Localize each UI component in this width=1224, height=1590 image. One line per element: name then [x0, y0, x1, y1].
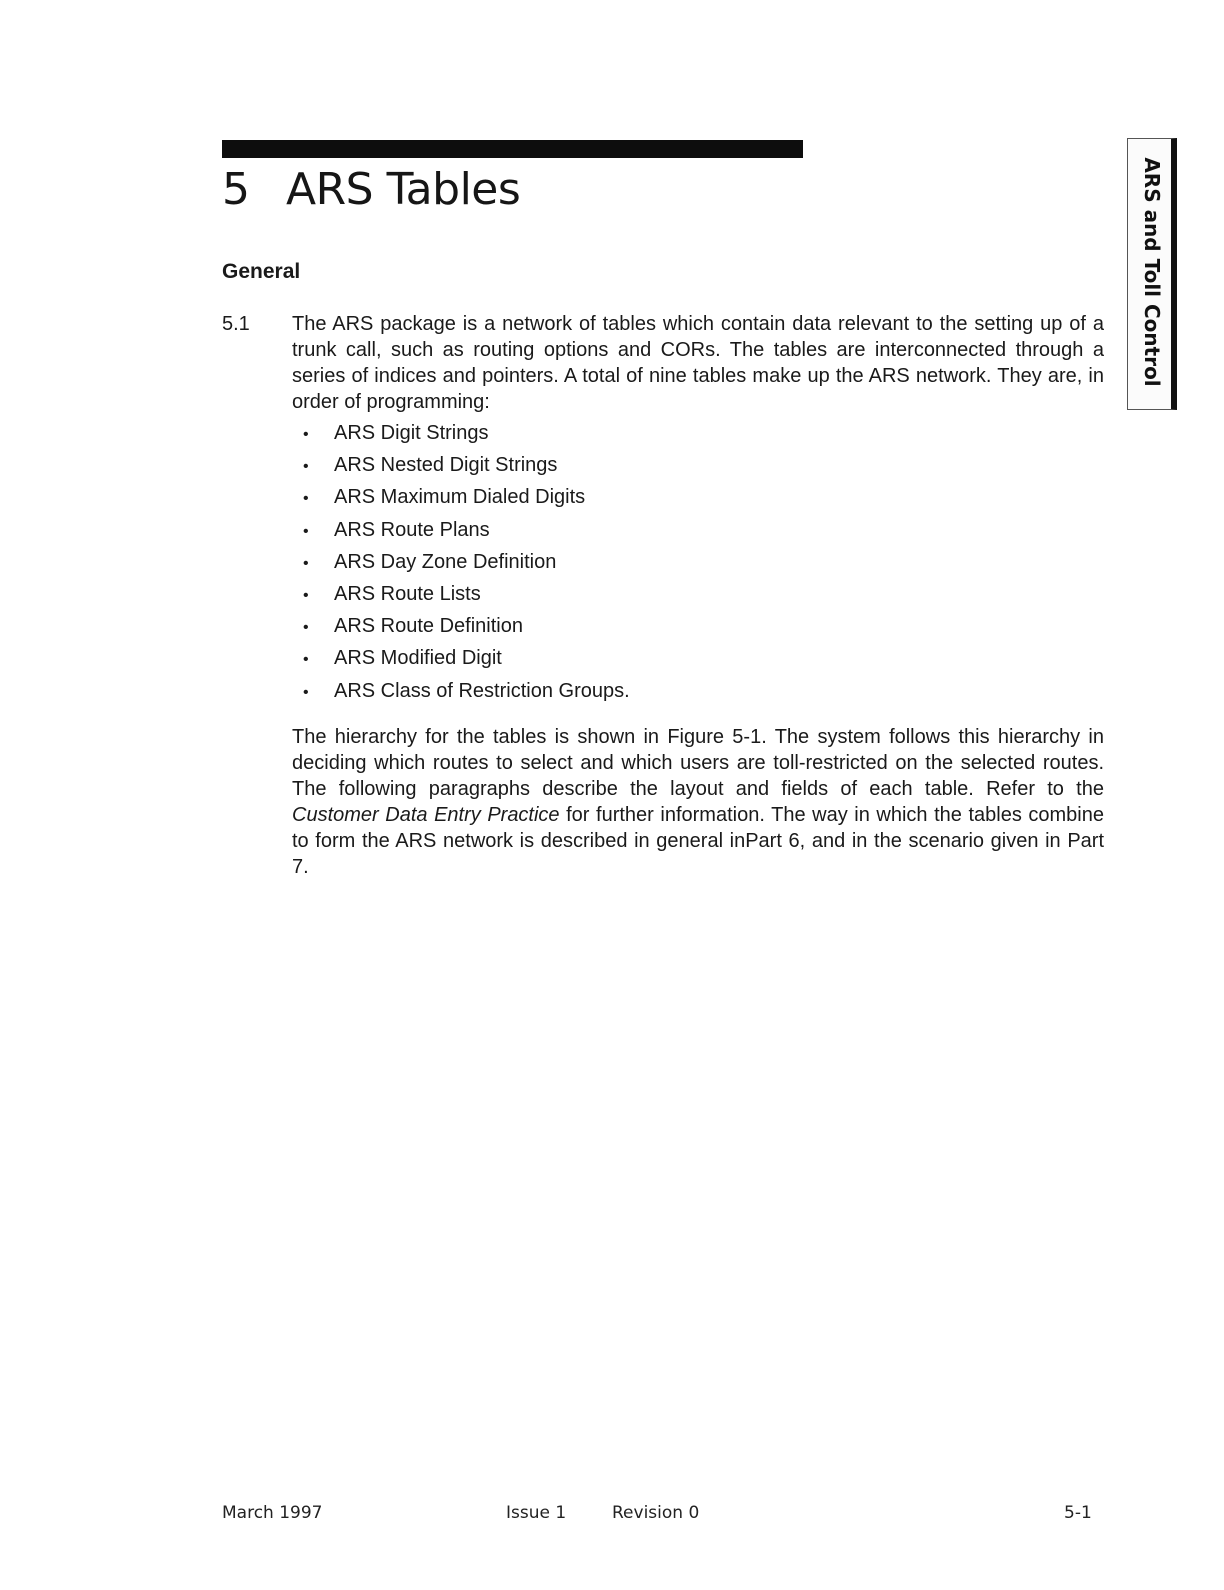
section-heading: General	[222, 260, 301, 283]
list-item	[292, 644, 630, 676]
bullet-icon: •	[303, 490, 309, 508]
bullet-icon: •	[303, 458, 309, 476]
list-item-text: ARS Route Plans	[334, 518, 490, 541]
page-number: 5-1	[1064, 1503, 1092, 1523]
chapter-number: 5	[222, 164, 250, 215]
list-item-text: ARS Route Definition	[334, 615, 523, 638]
bullet-icon: •	[303, 619, 309, 637]
list-item-text: ARS Nested Digit Strings	[334, 454, 558, 477]
list-item-text: ARS Class of Restriction Groups.	[334, 679, 630, 702]
list-item-text: ARS Day Zone Definition	[334, 550, 557, 573]
list-item-text: ARS Maximum Dialed Digits	[334, 486, 586, 509]
footer-revision: Revision 0	[612, 1503, 700, 1523]
list-item	[292, 612, 630, 644]
list-item	[292, 580, 630, 612]
list-item	[292, 548, 630, 580]
bullet-icon: •	[303, 554, 309, 572]
list-item-text: ARS Route Lists	[334, 582, 481, 605]
bullet-icon: •	[303, 426, 309, 443]
table-list	[292, 419, 630, 709]
bullet-icon: •	[303, 683, 309, 701]
list-item	[292, 677, 630, 709]
bullet-icon: •	[303, 651, 309, 669]
chapter-title	[222, 164, 520, 215]
hierarchy-text-start: The hierarchy for the tables is shown in Figure 5-1. The system follows this hierarchy in deciding which routes to select and which users are toll-restricted on the selected routes. The following paragraphs describe the layout and fields of each table. Refer to the	[292, 726, 1104, 800]
document-reference: Customer Data Entry Practice	[292, 804, 560, 826]
chapter-title-bar	[222, 140, 803, 158]
list-item	[292, 419, 630, 451]
footer-issue: Issue 1	[506, 1503, 567, 1523]
bullet-icon: •	[303, 586, 309, 604]
footer-date: March 1997	[222, 1503, 323, 1523]
hierarchy-text-end: for further information. The way in which the tables combine to form the ARS network is described in general inPart 6, and in the scenario given in Part 7.	[292, 804, 1104, 878]
side-tab-label: ARS and Toll Control	[1140, 157, 1164, 387]
paragraph-number: 5.1	[222, 313, 250, 335]
intro-paragraph: The ARS package is a network of tables which contain data relevant to the setting up of a trunk call, such as routing options and CORs. The tables are interconnected through a series of indices and pointers. A total of nine tables make up the ARS network. They are, in order of programming:	[292, 313, 1104, 413]
list-item	[292, 483, 630, 515]
list-item	[292, 451, 630, 483]
hierarchy-paragraph	[292, 724, 1104, 880]
list-item	[292, 516, 630, 548]
list-item-text: ARS Modified Digit	[334, 647, 502, 670]
bullet-icon: •	[303, 522, 309, 540]
chapter-title-text: ARS Tables	[286, 164, 521, 215]
list-item-text: ARS Digit Strings	[334, 422, 489, 444]
